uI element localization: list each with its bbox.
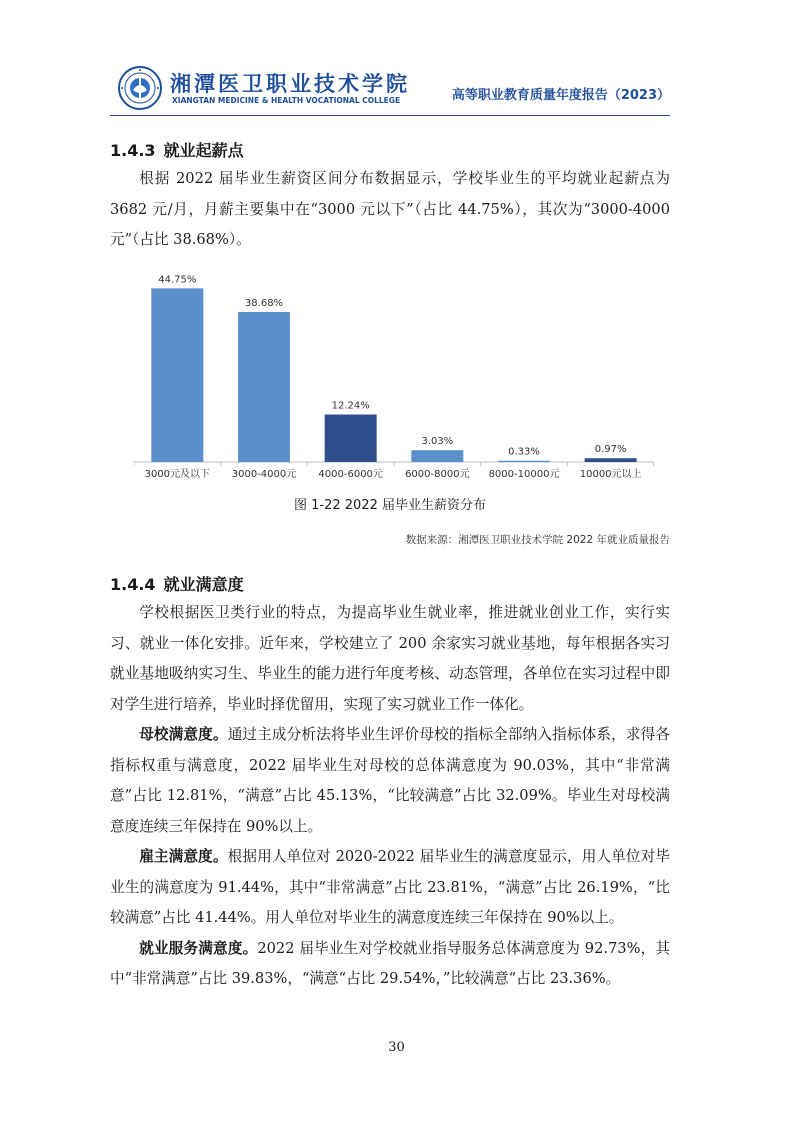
data-label: 12.24% [331,400,370,412]
bar [411,450,463,462]
section-2-body [110,598,670,995]
data-label: 3.03% [421,436,454,448]
category-label: 3000-4000元 [231,469,297,480]
bar [238,312,290,462]
page-header [110,62,670,114]
data-label: 0.97% [594,444,627,456]
text-alma-mater: 通过主成分析法将毕业生评价母校的指标全部纳入指标体系，求得各指标权重与满意度，2022 届毕业生对母校的总体满意度为 90.03%，其中“非常满意”占比 12.81%，“满意”占比 45.13%，“比较满意”占比 32.09%。毕业生对母校满意度连续三年保持在 90%以上。 [110,726,670,835]
data-label: 44.75% [158,274,197,286]
section-1-paragraph [110,164,670,256]
section-title: 就业满意度 [163,575,244,594]
bar [498,461,550,462]
data-label: 38.68% [244,297,284,309]
chart-canvas [134,252,654,482]
lead-employer: 雇主满意度。 [139,848,228,865]
section-number: 1.4.4 [110,575,156,594]
salary-bar-chart [134,252,654,482]
paragraph-employer [110,842,670,934]
section-heading-1-4-4 [110,572,244,595]
data-source: 数据来源：湘潭医卫职业技术学院 2022 年就业质量报告 [405,534,670,546]
bar [325,415,377,462]
header-divider [110,115,670,116]
section-title: 就业起薪点 [163,141,244,160]
figure-caption: 图 1-22 2022 届毕业生薪资分布 [294,498,486,513]
school-seal-icon [118,66,162,110]
school-name-en: XIANGTAN MEDICINE & HEALTH VOCATIONAL COLLEGE [172,96,401,105]
paragraph-intro: 学校根据医卫类行业的特点，为提高毕业生就业率，推进就业创业工作，实行实习、就业一体化安排。近年来，学校建立了 200 余家实习就业基地，每年根据各实习就业基地吸纳实习生、毕业生的能力进行年度考核、动态管理，各单位在实习过程中即对学生进行培养，毕业时择优留用，实现了实习就业工作一体化。 [110,604,670,713]
lead-alma-mater: 母校满意度。 [139,726,228,743]
section-number: 1.4.3 [110,141,156,160]
page-number: 30 [388,1040,405,1055]
category-label: 8000-10000元 [488,469,560,480]
lead-service: 就业服务满意度。 [139,939,258,957]
text-service: 2022 届毕业生对学校就业指导服务总体满意度为 92.73%，其中“非常满意”占比 39.83%，“满意“占比 29.54%，”比较满意“占比 23.36%。 [110,939,670,987]
school-name-cn: 湘潭医卫职业技术学院 [170,71,410,96]
section-heading-1-4-3 [110,138,244,161]
report-title: 高等职业教育质量年度报告（2023） [451,88,670,103]
category-label: 10000元以上 [579,469,642,480]
category-label: 3000元及以下 [144,469,211,480]
paragraph-service [110,934,670,995]
paragraph-alma-mater [110,720,670,842]
text-employer: 根据用人单位对 2020-2022 届毕业生的满意度显示，用人单位对毕业生的满意度为 91.44%，其中“非常满意”占比 23.81%，“满意”占比 26.19%，“比较满意”占比 41.44%。用人单位对毕业生的满意度连续三年保持在 90%以上。 [110,848,670,926]
category-label: 4000-6000元 [318,469,383,480]
paragraph-text: 根据 2022 届毕业生薪资区间分布数据显示，学校毕业生的平均就业起薪点为 3682 元/月，月薪主要集中在“3000 元以下”（占比 44.75%），其次为“3000-4000 元”（占比 38.68%）。 [110,170,670,248]
category-label: 6000-8000元 [405,469,470,480]
bar [585,458,637,462]
data-label: 0.33% [508,446,540,458]
bar [151,288,203,462]
